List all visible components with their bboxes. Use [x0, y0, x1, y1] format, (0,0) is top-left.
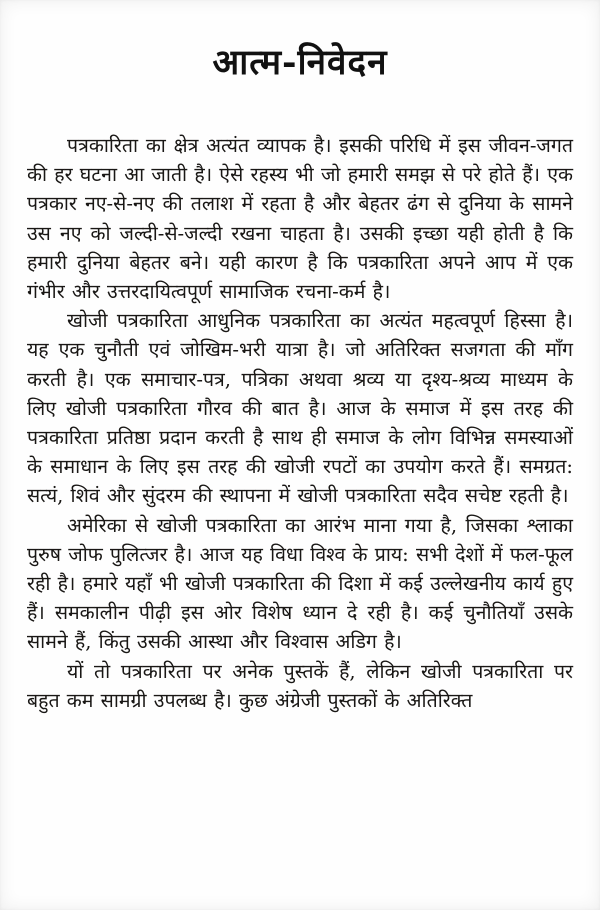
paragraph-2: खोजी पत्रकारिता आधुनिक पत्रकारिता का अत्यंत महत्वपूर्ण हिस्सा है। यह एक चुनौती एवं जोखिम-भरी यात्रा है। जो अतिरिक्त सजगता की माँग करती है। एक समाचार-पत्र, पत्रिका अथवा श्रव्य या दृश्य-श्रव्य माध्यम के लिए खोजी पत्रकारिता गौरव की बात है। आज के समाज में इस तरह की पत्रकारिता प्रतिष्ठा प्रदान करती है साथ ही समाज के लोग विभिन्न समस्याओं के समाधान के लिए इस तरह की खोजी रपटों का उपयोग करते हैं। समग्रत: सत्यं, शिवं और सुंदरम की स्थापना में खोजी पत्रकारिता सदैव सचेष्ट रहती है। [27, 309, 573, 508]
paragraph-1: पत्रकारिता का क्षेत्र अत्यंत व्यापक है। इसकी परिधि में इस जीवन-जगत की हर घटना आ जाती है। ऐसे रहस्य भी जो हमारी समझ से परे होते हैं। एक पत्रकार नए-से-नए की तलाश में रहता है और बेहतर ढंग से दुनिया के सामने उस नए को जल्दी-से-जल्दी रखना चाहता है। उसकी इच्छा यही होती है कि हमारी दुनिया बेहतर बने। यही कारण है कि पत्रकारिता अपने आप में एक गंभीर और उत्तरदायित्वपूर्ण सामाजिक रचना-कर्म है। [27, 134, 573, 304]
paragraph-4: यों तो पत्रकारिता पर अनेक पुस्तकें हैं, लेकिन खोजी पत्रकारिता पर बहुत कम सामग्री उपलब्ध है। कुछ अंग्रेजी पुस्तकों के अतिरिक्त [27, 659, 573, 712]
page-text-block [27, 38, 573, 715]
paragraph-3: अमेरिका से खोजी पत्रकारिता का आरंभ माना गया है, जिसका श्लाका पुरुष जोफ पुलित्जर है। आज यह विधा विश्व के प्राय: सभी देशों में फल-फूल रही है। हमारे यहाँ भी खोजी पत्रकारिता की दिशा में कई उल्लेखनीय कार्य हुए हैं। समकालीन पीढ़ी इस ओर विशेष ध्यान दे रही है। कई चुनौतियाँ उसके सामने हैं, किंतु उसकी आस्था और विश्वास अडिग है। [27, 513, 573, 654]
page-title: आत्म-निवेदन [212, 42, 388, 83]
